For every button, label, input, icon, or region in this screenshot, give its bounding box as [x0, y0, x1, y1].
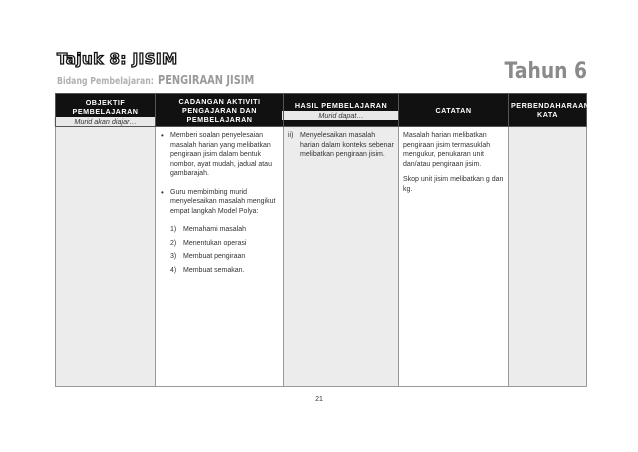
page-title: Tajuk 8: JISIM: [57, 50, 178, 68]
step-number: 4): [170, 266, 177, 274]
list-item: [170, 225, 279, 235]
page-number: 21: [315, 396, 323, 403]
list-item: [170, 239, 279, 249]
header-outcomes-sub: Murid dapat…: [282, 111, 400, 120]
outcome-number: ii): [288, 132, 294, 139]
notes-paragraph: Skop unit jisim melibatkan g dan kg.: [403, 176, 504, 193]
header-objectives-line2: PEMBELAJARAN: [72, 107, 139, 116]
objectives-cell: [56, 127, 156, 387]
year-heading: Tahun 6: [504, 59, 587, 84]
activities-cell: [156, 127, 284, 387]
header-outcomes-line1: HASIL PEMBELAJARAN: [294, 100, 388, 110]
outcome-item: [288, 131, 394, 160]
table-row: [56, 127, 587, 387]
header-vocabulary-line1: PERBENDAHARAAN: [511, 101, 590, 110]
step-text: Membuat semakan.: [183, 266, 245, 274]
vocabulary-cell: [509, 127, 587, 387]
step-text: Menentukan operasi: [183, 239, 247, 247]
activity-bullet: • Memberi soalan penyelesaian masalah harian yang melibatkan pengiraan jisim dalam bentuk nombor, ayat mudah, jadual atau gambarajah.: [170, 131, 279, 179]
header-notes: [399, 94, 509, 127]
header-objectives-sub: Murid akan diajar…: [54, 117, 157, 126]
header-objectives-line1: OBJEKTIF: [85, 98, 126, 107]
step-number: 2): [170, 239, 177, 247]
header-activities-line2: PENGAJARAN DAN: [182, 105, 257, 115]
step-number: 3): [170, 253, 177, 260]
step-text: Membuat pengiraan: [183, 253, 246, 260]
activity-bullet: • Guru membimbing murid menyelesaikan masalah mengikut empat langkah Model Polya:: [170, 188, 279, 217]
notes-cell: [399, 127, 509, 387]
header-vocabulary: [509, 94, 590, 127]
header-activities: [156, 94, 284, 127]
learning-area-label: Bidang Pembelajaran:: [57, 76, 154, 87]
header-activities-line3: PEMBELAJARAN: [186, 114, 253, 124]
header-objectives: [56, 94, 156, 127]
learning-area-value: PENGIRAAN JISIM: [158, 73, 255, 87]
outcomes-cell: [284, 127, 399, 387]
outcome-text: Menyelesaikan masalah harian dalam konteks sebenar melibatkan pengiraan jisim.: [300, 132, 394, 158]
step-number: 1): [170, 226, 177, 233]
header-vocabulary-line2: KATA: [537, 110, 558, 119]
header-outcomes: [284, 94, 399, 127]
table-header-row: [56, 94, 587, 127]
list-item: [170, 266, 279, 276]
polya-steps-list: [160, 225, 279, 275]
header-notes-label: CATATAN: [435, 105, 472, 115]
list-item: [170, 252, 279, 262]
notes-paragraph: Masalah harian melibatkan pengiraan jisim termasuklah mengukur, penukaran unit dan/atau pengiraan jisim.: [403, 132, 491, 168]
syllabus-table: [55, 93, 590, 387]
step-text: Memahami masalah: [183, 226, 247, 233]
learning-area-row: [57, 73, 275, 87]
activities-list: [160, 131, 279, 216]
header-activities-line1: CADANGAN AKTIVITI: [178, 96, 261, 106]
